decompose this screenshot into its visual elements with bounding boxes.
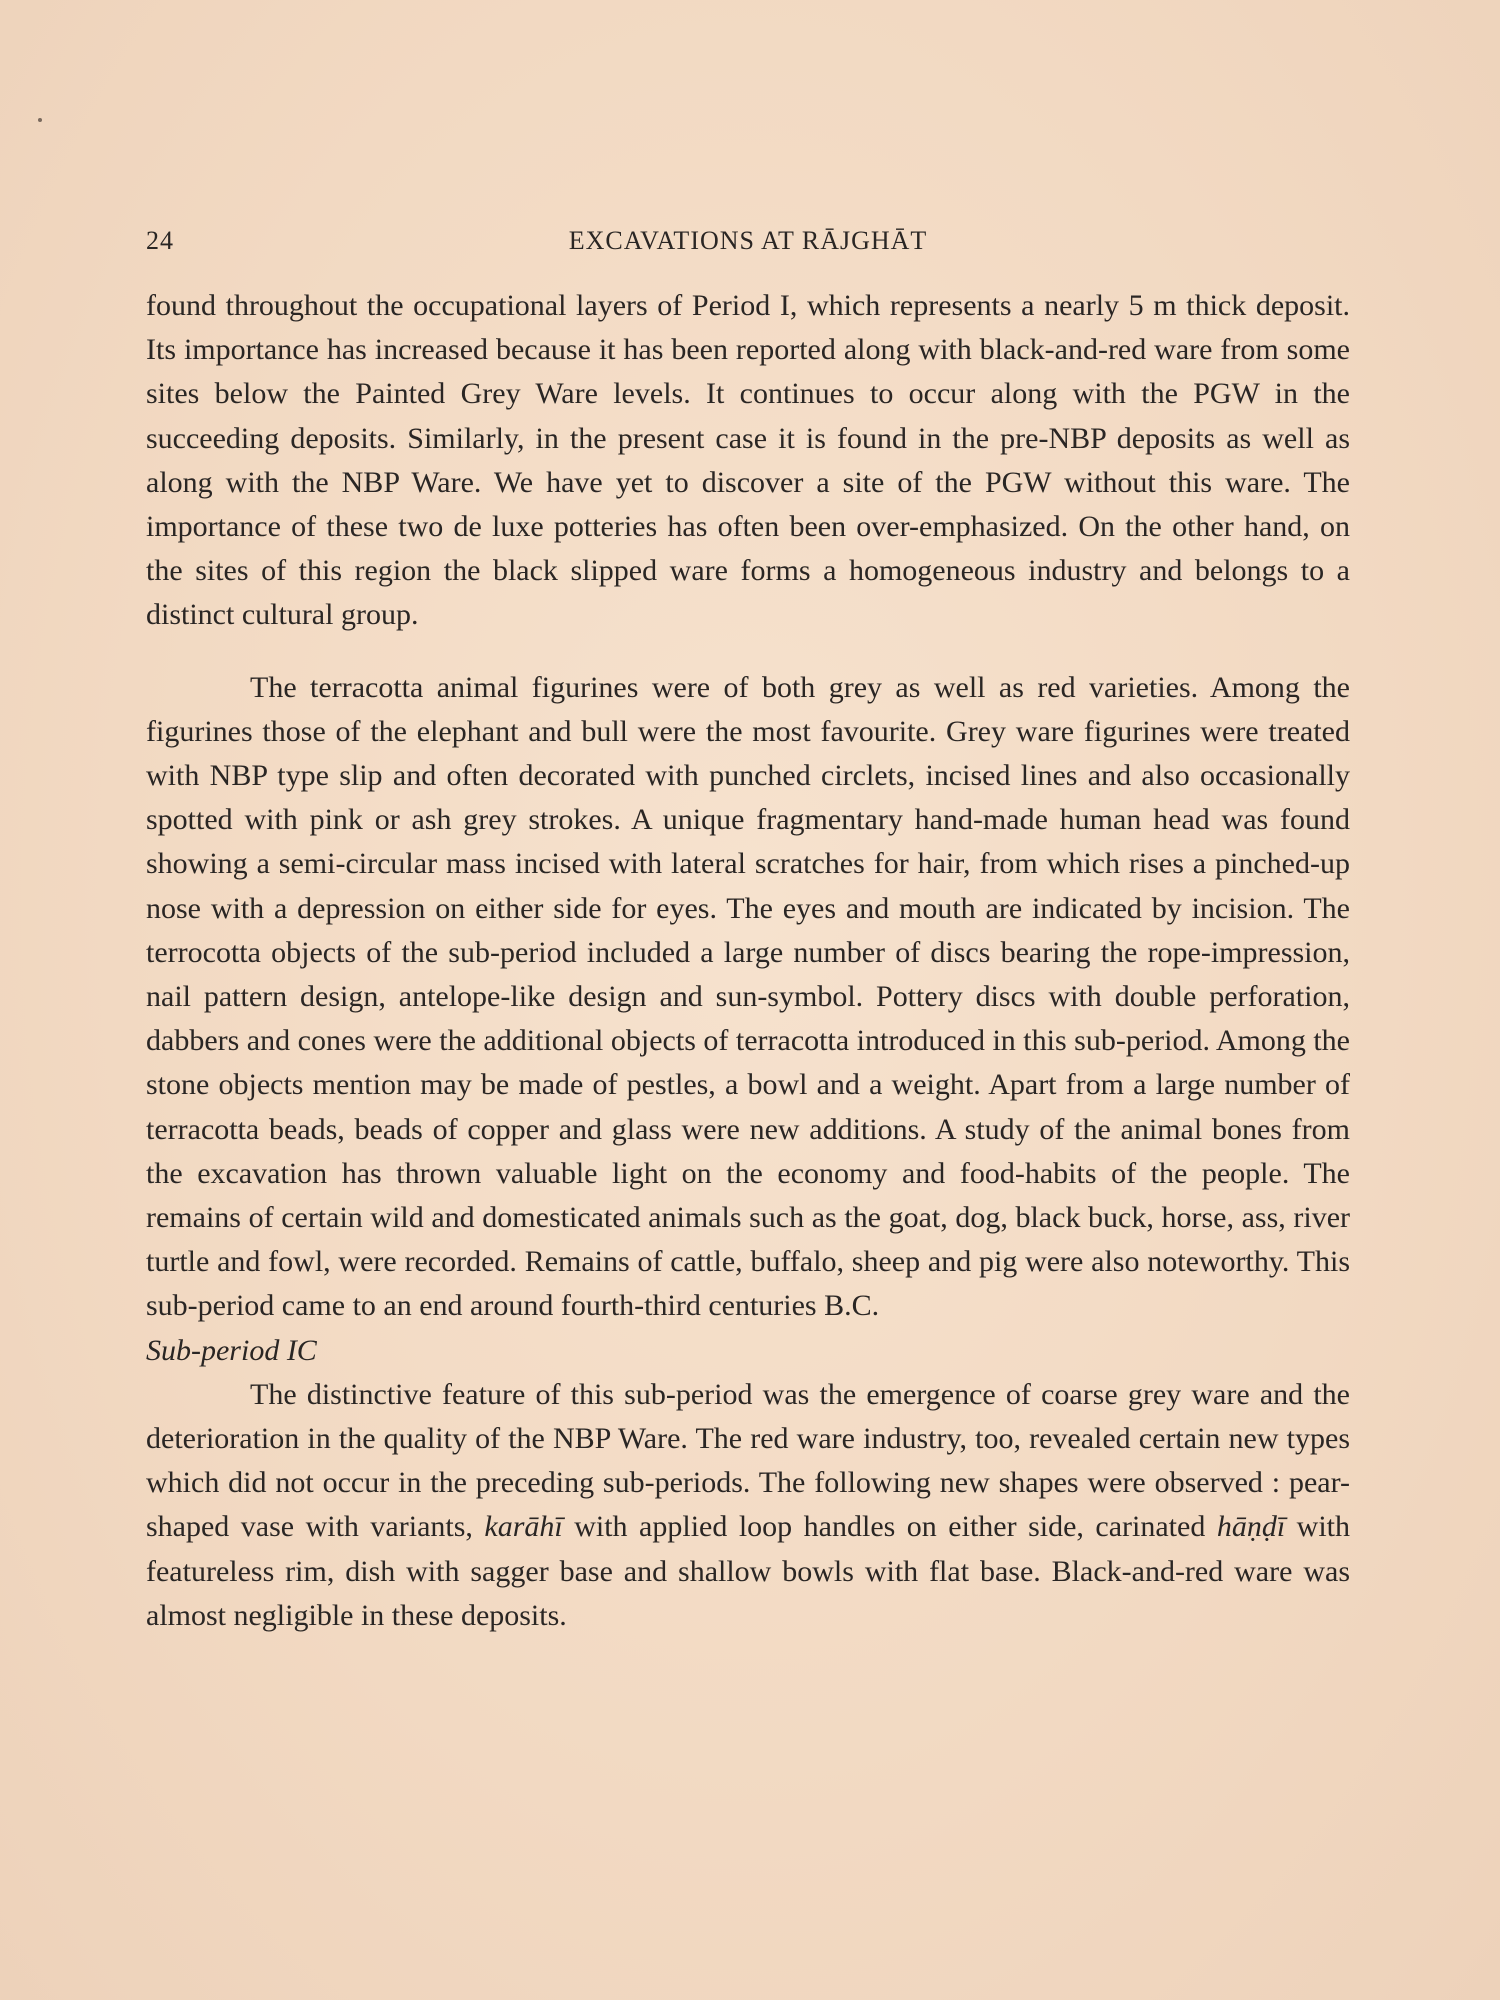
term-handi: hāṇḍī — [1216, 1510, 1286, 1544]
text-run: with featureless rim, dish with sagger base and shallow bowls with flat base. Black-and-red ware was almost negligible in these deposits. — [146, 1510, 1350, 1632]
term-karahi: karāhī — [484, 1510, 563, 1544]
running-head — [146, 226, 1350, 266]
paragraph-continuation: found throughout the occupational layers of Period I, which represents a nearly 5 m thick deposit. Its importance has increased because it has been reported along with black-and-red ware from some sites below the Painted Grey Ware levels. It continues to occur along with the PGW in the succeeding deposits. Similarly, in the present case it is found in the pre-NBP deposits as well as along with the NBP Ware. We have yet to discover a site of the PGW without this ware. The importance of these two de luxe potteries has often been over-emphasized. On the other hand, on the sites of this region the black slipped ware forms a homogeneous industry and belongs to a distinct cultural group. — [146, 289, 1350, 632]
page-number: 24 — [146, 226, 174, 255]
running-title: EXCAVATIONS AT RĀJGHĀT — [568, 226, 928, 255]
text-run: with applied loop handles on either side, carinated — [562, 1510, 1217, 1544]
section-heading: Sub-period IC — [146, 1333, 317, 1367]
paragraph-terracotta: The terracotta animal figurines were of both grey as well as red varieties. Among the figurines those of the elephant and bull were the most favourite. Grey ware figurines were treated with NBP type slip and often decorated with punched circlets, incised lines and also occasionally spotted with pink or ash grey strokes. A unique fragmentary hand-made human head was found showing a semi-circular mass incised with lateral scratches for hair, from which rises a pinched-up nose with a depression on either side for eyes. The eyes and mouth are indicated by incision. The terrocotta objects of the sub-period included a large number of discs bearing the rope-impression, nail pattern design, antelope-like design and sun-symbol. Pottery discs with double perforation, dabbers and cones were the additional objects of terracotta introduced in this sub-period. Among the stone objects mention may be made of pestles, a bowl and a weight. Apart from a large number of terracotta beads, beads of copper and glass were new additions. A study of the animal bones from the excavation has thrown valuable light on the economy and food-habits of the people. The remains of certain wild and domesticated animals such as the goat, dog, black buck, horse, ass, river turtle and fowl, were recorded. Remains of cattle, buffalo, sheep and pig were also noteworthy. This sub-period came to an end around fourth-third centuries B.C. — [146, 670, 1350, 1323]
text-run: The distinctive feature of this sub-period was the emergence of coarse grey ware and the deterioration in the quality of the NBP Ware. The red ware industry, too, revealed certain new types which did not occur in the preceding sub-periods. The following new shapes were observed : pear-shaped vase with variants, — [146, 1377, 1350, 1544]
paragraph-sub-period-ic — [146, 1373, 1350, 1638]
body-text — [146, 284, 1350, 1638]
page-speck — [38, 118, 42, 122]
